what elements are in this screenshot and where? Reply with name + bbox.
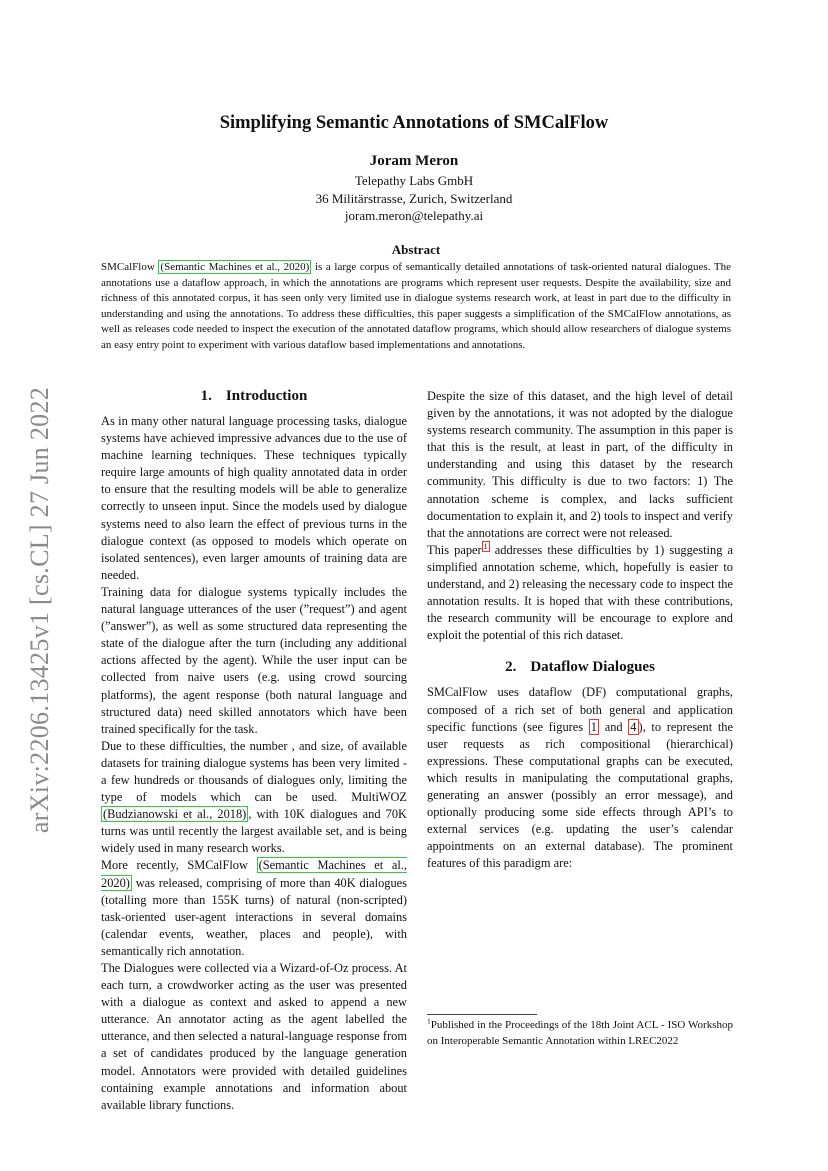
section-heading-dataflow-dialogues (427, 657, 733, 677)
paragraph: Despite the size of this dataset, and the high level of detail given by the annotations, it was not adopted by the dialogue systems research community. The assumption in this paper is that this is the result, at least in part, of the difficulty in understanding and using this dataset by the research community. This difficulty is due to two factors: 1) The annotation scheme is complex, and lacks sufficient documentation to explain it, and 2) tools to inspect and verify that the annotations are correct were not released. (427, 389, 733, 540)
left-column (101, 386, 407, 1114)
abstract-text-start: SMCalFlow (101, 261, 159, 273)
paragraph: As in many other natural language processing tasks, dialogue systems have achieved impressive advances due to the use of machine learning techniques. These techniques typically require large amounts of high quality annotated data in order to ensure that the resulting models will be able to generalize correctly to unseen input. Since the models used by dialogue systems need to also learn the effect of previous turns in the dialogue context (as opposed to models which operate on isolated sentences), even larger amounts of training data are needed. (101, 414, 407, 582)
figure-ref-link[interactable]: 1 (590, 719, 597, 734)
footnote-link[interactable]: 1 (483, 541, 488, 551)
abstract (101, 242, 731, 354)
paragraph-text: , with 10K dialogues and 70K turns was until recently the largest available set, and is being widely used in many research works. (101, 807, 407, 856)
paragraph-text: was released, comprising of more than 40K dialogues (totalling more than 155K turns) of natural (non-scripted) task-oriented user-agent interactions in several domains (calendar events, weather, places and people), with semantically rich annotation. (101, 875, 407, 958)
arxiv-identifier: arXiv:2206.13425v1 [cs.CL] 27 Jun 2022 (25, 386, 54, 834)
footnote-divider (427, 1014, 537, 1015)
arxiv-sidebar-stamp (22, 370, 58, 850)
abstract-text (101, 260, 731, 354)
section-heading-introduction (101, 386, 407, 406)
paragraph-text: SMCalFlow uses dataflow (DF) computational graphs, composed of a rich set of both general and application specific functions (see figures (427, 685, 733, 734)
figure-ref-link[interactable]: 4 (630, 719, 637, 734)
author-name: Joram Meron (369, 153, 459, 169)
footnote-mark: 1 (427, 1016, 431, 1026)
right-column (427, 388, 733, 872)
paragraph (101, 738, 407, 858)
paragraph-text: This paper (427, 542, 482, 557)
paragraph-text: and (599, 719, 629, 734)
paragraph (101, 857, 407, 960)
paragraph-text: addresses these difficulties by 1) suggesting a simplified annotation scheme, which, hopefully is easier to understand, and 2) releasing the necessary code to inspect the annotation results. It is hoped that with these contributions, the research community will be encourage to explore and exploit the potential of this rich dataset. (427, 542, 733, 643)
author-email: joram.meron@telepathy.ai (344, 208, 484, 223)
abstract-heading: Abstract (391, 242, 441, 257)
author-affiliation: Telepathy Labs GmbH (354, 173, 474, 188)
paragraph (427, 684, 733, 872)
citation-link[interactable]: (Semantic Machines et al., 2020) (101, 858, 408, 890)
author-address: 36 Militärstrasse, Zurich, Switzerland (315, 190, 513, 206)
section-number: 2. (505, 659, 517, 676)
paragraph-text: ), to represent the user requests as rich compositional (hierarchical) expressions. These computational graphs can be executed, which results in manipulating the computational graphs, generating an answer (possibly an error message), and optionally producing some side effects through API’s to external services (e.g. updating the user’s calendar appointments on an external database). The prominent features of this paradigm are: (427, 719, 734, 871)
section-title: Introduction (225, 388, 308, 404)
paragraph (427, 542, 733, 645)
paragraph: Training data for dialogue systems typically includes the natural language utterances of the user (”request”) and agent (”answer”), as well as some structured data representing the state of the dialogue after the turn (including any additional actions affected by the agent). While the user input can be collected from naive users (e.g. using crowd sourcing platforms), the agent response (both natural language and structured data) need skilled annotators which have been trained specifically for the task. (101, 584, 407, 736)
section-number: 1. (200, 388, 212, 404)
abstract-text-rest: is a large corpus of semantically detailed annotations of task-oriented natural dialogues. The annotations use a dataflow approach, in which the annotations are programs which represent user requests. Despite the availability, size and richness of this annotated corpus, it has seen only very limited use in dialogue systems research work, at least in part due to the difficulty in understanding and using the annotations. To address these difficulties, this paper suggests a simplification of the SMCalFlow annotations, as well as releases code needed to inspect the execution of the annotated dataflow programs, which should allow researchers of dialogue systems an easy entry point to experiment with various dataflow based implementations and annotations. (101, 261, 731, 351)
paragraph-text: More recently, SMCalFlow (101, 858, 257, 873)
footnote (427, 1018, 733, 1049)
paragraph-text: Due to these difficulties, the number , and size, of available datasets for training dialogue systems has been very limited - a few hundreds or thousands of dialogues only, limiting the type of models which can be used. MultiWOZ (101, 738, 407, 805)
paragraph: The Dialogues were collected via a Wizard-of-Oz process. At each turn, a crowdworker acting as the user was presented with a dialogue as context and asked to append a new utterance. An annotator acting as the agent labelled the utterance, and then selected a natural-language response from a set of candidates produced by the language generation model. Annotators were provided with detailed guidelines containing example annotations and information about available library functions. (101, 961, 407, 1112)
section-title: Dataflow Dialogues (530, 659, 655, 676)
author-block (0, 150, 828, 225)
citation-link[interactable]: (Budzianowski et al., 2018) (103, 807, 247, 822)
citation-link[interactable]: (Semantic Machines et al., 2020) (160, 261, 310, 273)
footnote-text: Published in the Proceedings of the 18th Joint ACL - ISO Workshop on Interoperable Semantic Annotation within LREC2022 (427, 1019, 733, 1047)
paper-title: Simplifying Semantic Annotations of SMCalFlow (219, 113, 609, 133)
